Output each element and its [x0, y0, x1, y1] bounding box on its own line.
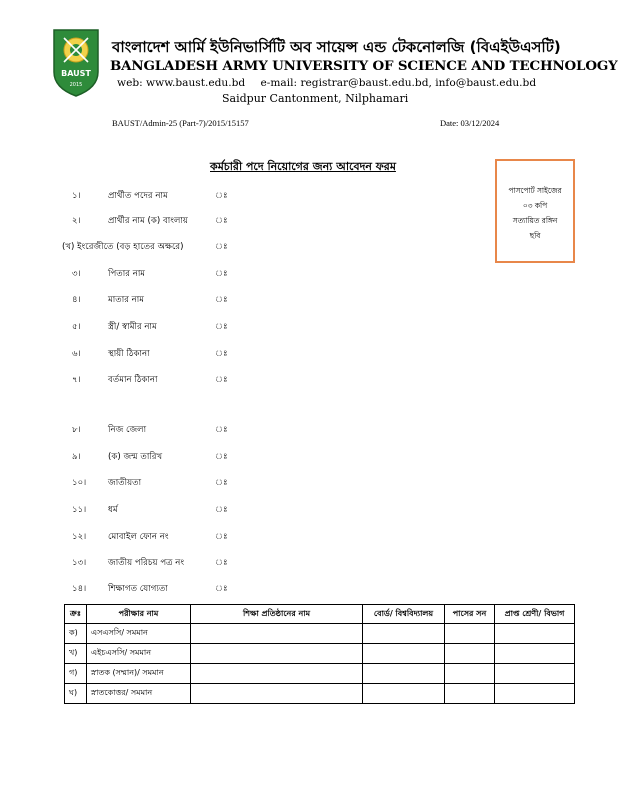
field-label: (ক) জন্ম তারিখ: [108, 452, 163, 462]
row-institution-cell[interactable]: [191, 664, 363, 684]
row-exam: স্নাতক (সম্মান)/ সমমান: [87, 664, 191, 684]
table-row: [65, 624, 575, 644]
header-passing-year: পাসের সন: [445, 605, 495, 624]
table-row: [65, 684, 575, 704]
row-board-cell[interactable]: [363, 644, 445, 664]
field-colon: ঃ: [215, 558, 228, 568]
table-header-row: [65, 605, 575, 624]
field-number: ৮।: [72, 425, 81, 435]
field-label: নিজ জেলা: [108, 425, 147, 435]
header-institution: শিক্ষা প্রতিষ্ঠানের নাম: [191, 605, 363, 624]
university-name-bengali: বাংলাদেশ আর্মি ইউনিভার্সিটি অব সায়েন্স এন্ড টেকনোলজি (বিএইউএসটি): [112, 38, 561, 56]
field-colon: ঃ: [215, 505, 228, 515]
field-number: ১১।: [72, 505, 87, 515]
row-institution-cell[interactable]: [191, 624, 363, 644]
field-number: ৬।: [72, 349, 81, 359]
field-number: ২।: [72, 216, 81, 226]
field-colon: ঃ: [215, 191, 228, 201]
row-year-cell[interactable]: [445, 644, 495, 664]
field-label: স্ত্রী/ স্বামীর নাম: [108, 322, 157, 332]
photo-instruction-line: সত্যায়িত রঙ্গিন: [512, 216, 558, 225]
photo-instruction-line: ০৩ কপি: [522, 201, 548, 210]
row-year-cell[interactable]: [445, 624, 495, 644]
row-year-cell[interactable]: [445, 684, 495, 704]
row-serial: খ): [65, 644, 87, 664]
field-colon: ঃ: [215, 242, 228, 252]
reference-number: BAUST/Admin-25 (Part-7)/2015/15157: [112, 118, 249, 128]
field-label: প্রার্থীত পদের নাম: [108, 191, 168, 201]
row-board-cell[interactable]: [363, 624, 445, 644]
field-label: ধর্ম: [108, 505, 118, 515]
university-name-english: BANGLADESH ARMY UNIVERSITY OF SCIENCE AND TECHNOLOGY: [110, 58, 618, 74]
field-colon: ঃ: [215, 478, 228, 488]
logo-text: BAUST: [61, 69, 91, 78]
field-number: ১৩।: [72, 558, 87, 568]
header-board: বোর্ড/ বিশ্ববিদ্যালয়: [363, 605, 445, 624]
field-number: ১৪।: [72, 584, 87, 594]
row-serial: গ): [65, 664, 87, 684]
row-result-cell[interactable]: [495, 624, 575, 644]
field-label: পিতার নাম: [108, 269, 146, 279]
field-colon: ঃ: [215, 269, 228, 279]
logo-year: 2015: [69, 82, 83, 88]
row-result-cell[interactable]: [495, 644, 575, 664]
field-label: শিক্ষাগত যোগ্যতা: [108, 584, 168, 594]
field-label: মোবাইল ফোন নং: [108, 532, 169, 542]
field-number: ৩।: [72, 269, 81, 279]
row-serial: ক): [65, 624, 87, 644]
field-number: ৪।: [72, 295, 81, 305]
university-logo: [50, 26, 102, 98]
field-label: জাতীয় পরিচয় পত্র নং: [108, 558, 185, 568]
university-address: Saidpur Cantonment, Nilphamari: [222, 92, 409, 105]
field-colon: ঃ: [215, 532, 228, 542]
field-number: ১।: [72, 191, 81, 201]
photo-instruction-line: ছবি: [529, 231, 541, 240]
photo-placeholder-box: [495, 159, 575, 263]
email-link[interactable]: e-mail: registrar@baust.edu.bd, info@baust.edu.bd: [260, 77, 537, 89]
row-serial: ঘ): [65, 684, 87, 704]
table-row: [65, 664, 575, 684]
issue-date: Date: 03/12/2024: [440, 118, 500, 128]
header-exam-name: পরীক্ষার নাম: [87, 605, 191, 624]
row-result-cell[interactable]: [495, 684, 575, 704]
field-colon: ঃ: [215, 375, 228, 385]
row-result-cell[interactable]: [495, 664, 575, 684]
field-label: মাতার নাম: [108, 295, 145, 305]
field-label: প্রার্থীর নাম (ক) বাংলায়: [108, 216, 188, 226]
field-label: জাতীয়তা: [108, 478, 142, 488]
field-colon: ঃ: [215, 425, 228, 435]
contact-line: [117, 77, 548, 89]
row-year-cell[interactable]: [445, 664, 495, 684]
field-colon: ঃ: [215, 295, 228, 305]
header-serial: ক্রঃ: [65, 605, 87, 624]
row-exam: স্নাতকোত্তর/ সমমান: [87, 684, 191, 704]
field-label: (খ) ইংরেজীতে (বড় হাতের অক্ষরে): [62, 242, 184, 252]
row-institution-cell[interactable]: [191, 684, 363, 704]
header-result: প্রাপ্ত শ্রেণী/ বিভাগ: [495, 605, 575, 624]
field-number: ৯।: [72, 452, 81, 462]
field-colon: ঃ: [215, 452, 228, 462]
field-colon: ঃ: [215, 322, 228, 332]
row-board-cell[interactable]: [363, 684, 445, 704]
education-table: [64, 604, 575, 704]
field-label: বর্তমান ঠিকানা: [108, 375, 158, 385]
field-colon: ঃ: [215, 349, 228, 359]
field-colon: ঃ: [215, 216, 228, 226]
form-title: কর্মচারী পদে নিয়োগের জন্য আবেদন ফরম: [210, 160, 396, 173]
field-number: ৫।: [72, 322, 81, 332]
website-link[interactable]: web: www.baust.edu.bd: [117, 77, 246, 89]
field-number: ৭।: [72, 375, 81, 385]
field-label: স্থায়ী ঠিকানা: [108, 349, 150, 359]
row-exam: এসএসসি/ সমমান: [87, 624, 191, 644]
row-board-cell[interactable]: [363, 664, 445, 684]
field-number: ১২।: [72, 532, 87, 542]
photo-instruction-line: পাসপোর্ট সাইজের: [508, 186, 562, 195]
field-number: ১০।: [72, 478, 87, 488]
field-colon: ঃ: [215, 584, 228, 594]
row-institution-cell[interactable]: [191, 644, 363, 664]
table-row: [65, 644, 575, 664]
row-exam: এইচএসসি/ সমমান: [87, 644, 191, 664]
